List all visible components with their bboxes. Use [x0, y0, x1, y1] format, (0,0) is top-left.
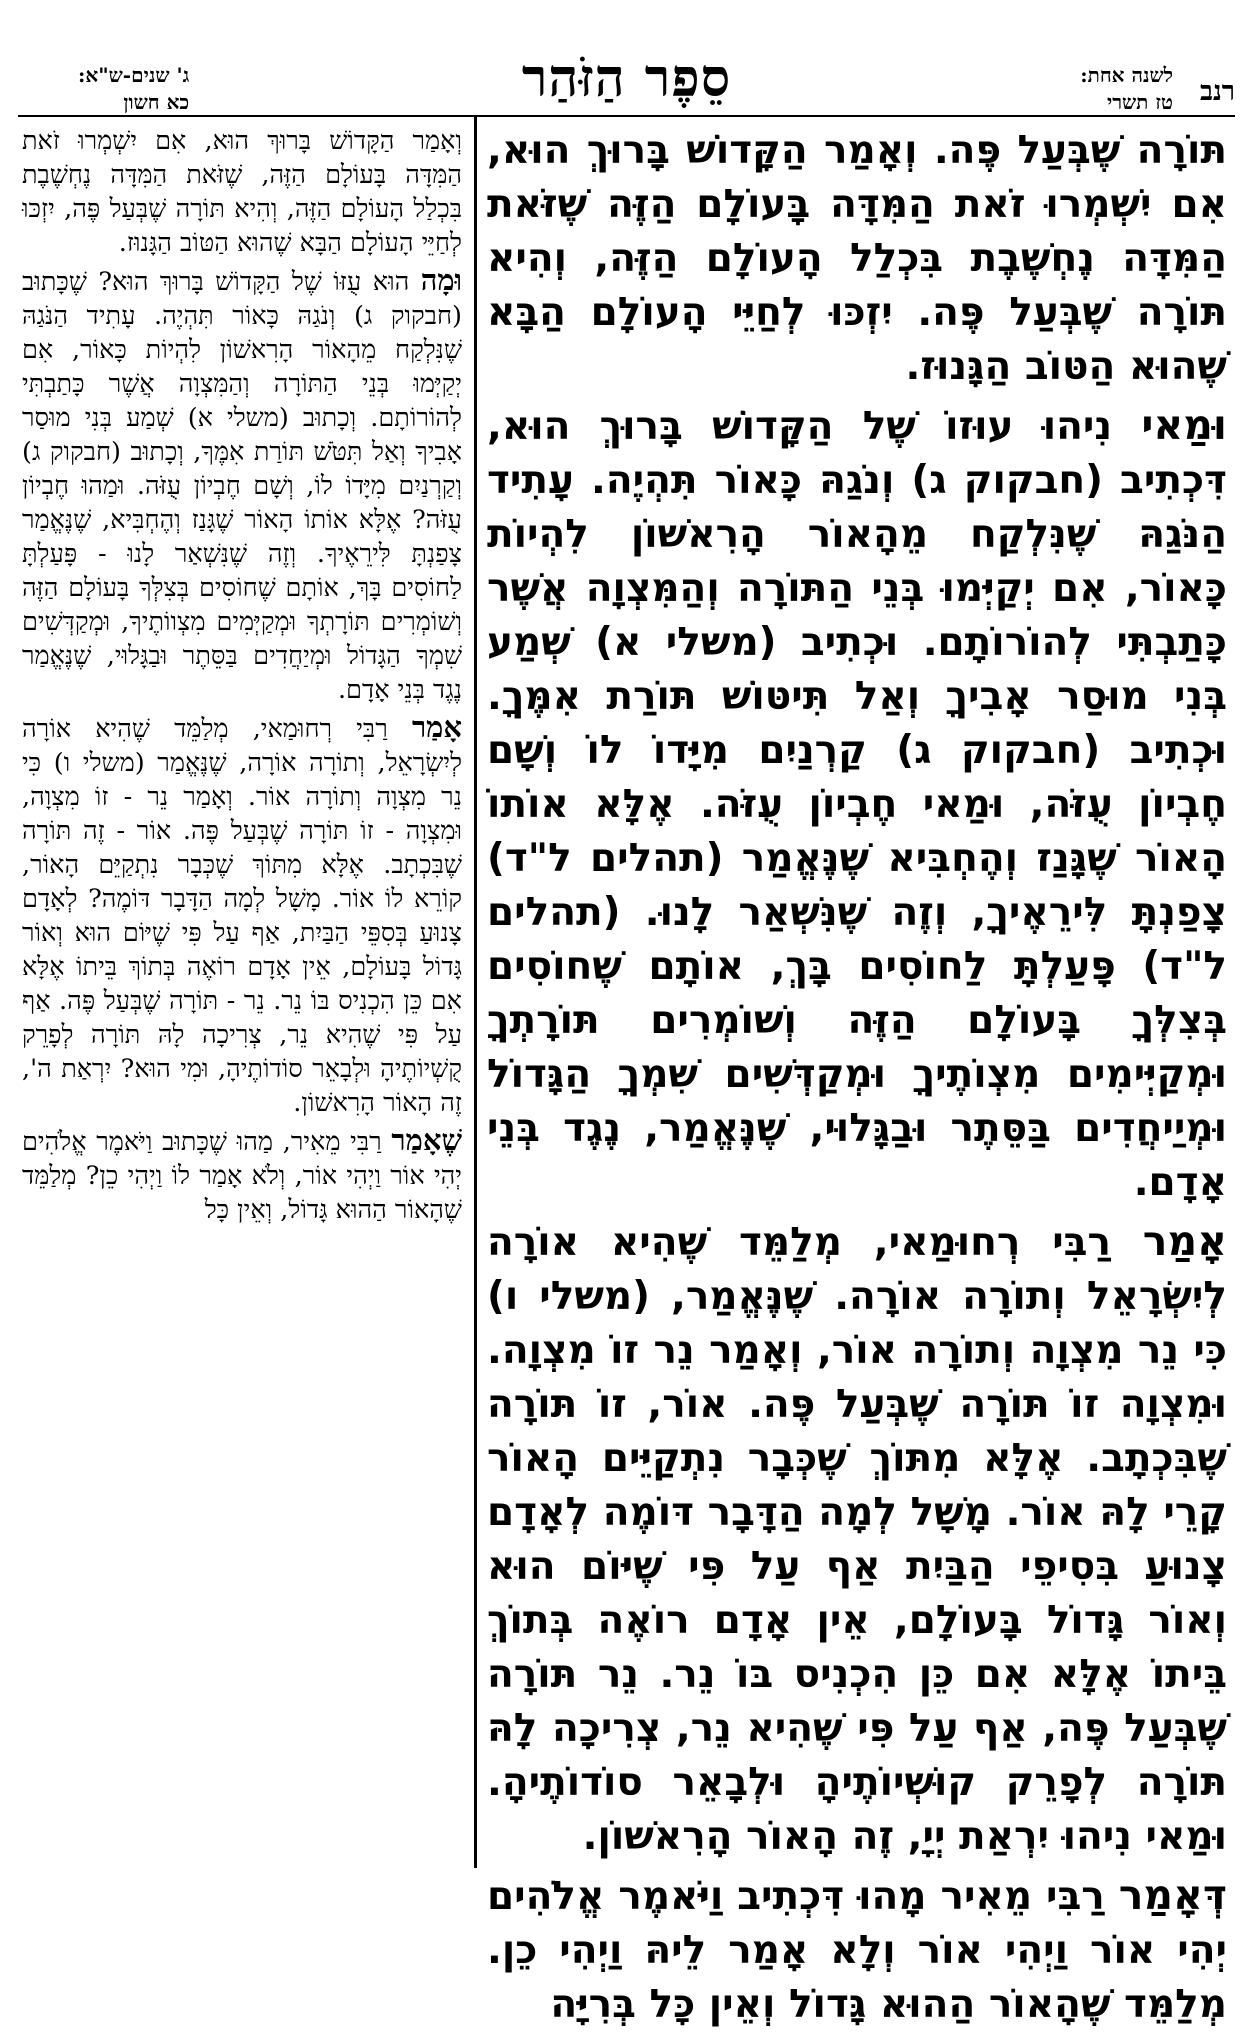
translation-column — [22, 124, 462, 1868]
main-text-column — [487, 124, 1228, 2027]
paragraph-lead-word: אָמַר — [411, 710, 462, 744]
page-header — [18, 48, 1235, 114]
paragraph — [487, 1868, 1227, 2032]
paragraph-lead-word: וּמַאי — [1141, 401, 1227, 449]
column-divider — [474, 117, 477, 1868]
paragraph-text: נִיהוּ עוּזוֹ שֶׁל הַקָּדוֹשׁ בָּרוּךְ הוּא, דִּכְתִיב (חבקוק ג) וְנֹגַהּ כָּאוֹר תִּהְיֶה. עָתִיד הַנֹּגַהּ שֶׁנִּלְקַח מֵהָאוֹר הָרִאשׁוֹן לִהְיוֹת כָּאוֹר, אִם יְקַיְּמוּ בְּנֵי הַתּוֹרָה וְהַמִּצְוָה אֲשֶׁר כָּתַבְתִּי לְהוֹרוֹתָם. וּכְתִיב (משלי א) שְׁמַע בְּנִי מוּסַר אָבִיךָ וְאַל תִּיטּוֹשׁ תּוֹרַת אִמֶּךָ. וּכְתִיב (חבקוק ג) קַרְנַיִם מִיָּדוֹ לוֹ וְשָׁם חֶבְיוֹן עֻזֹּה, וּמַאי חֶבְיוֹן עֻזֹּה. אֶלָּא אוֹתוֹ הָאוֹר שֶׁגָּנַז וְהֶחְבִּיא שֶׁנֶּאֱמַר (תהלים ל"ד) צָפַנְתָּ לִּירֵאֶיךָ, וְזֶה שֶׁנִּשְׁאַר לָנוּ. (תהלים ל"ד) פָּעַלְתָּ לַחוֹסִים בָּךְ, אוֹתָם שֶׁחוֹסִים בְּצִלְּךָ בָּעוֹלָם הַזֶּה וְשׁוֹמְרִים תּוֹרָתְךָ וּמְקַיְּימִים מִצְוֹתֶיךָ וּמְקַדְּשִׁים שִׁמְךָ הַגָּדוֹל וּמְיַיחֲדִים בַּסֵּתֶר וּבַגָּלוּי, שֶׁנֶּאֱמַר, נֶגֶד בְּנֵי אָדָם. — [487, 404, 1227, 1205]
schedule-label: לשנה אחת: — [1080, 63, 1173, 87]
paragraph-lead-word: אָמַר — [1142, 1217, 1227, 1265]
paragraph-text: הוּא עֻזּוֹ שֶׁל הַקָּדוֹשׁ בָּרוּךְ הוּא? שֶׁכָּתוּב (חבקוק ג) וְנֹגַהּ כָּאוֹר תִּהְיֶה. עָתִיד הַנֹּגַהּ שֶׁנִּלְקַח מֵהָאוֹר הָרִאשׁוֹן לִהְיוֹת כָּאוֹר, אִם יְקַיְּמוּ בְּנֵי הַתּוֹרָה וְהַמִּצְוָה אֲשֶׁר כָּתַבְתִּי לְהוֹרוֹתָם. וְכָתוּב (משלי א) שְׁמַע בְּנִי מוּסַר אָבִיךָ וְאַל תִּטֹּשׁ תּוֹרַת אִמֶּךָ, וְכָתוּב (חבקוק ג) וְקַרְנַיִם מִיָּדוֹ לוֹ, וְשָׁם חֶבְיוֹן עֻזֹּה. וּמַהוּ חֶבְיוֹן עֻזֹּה? אֶלָּא אוֹתוֹ הָאוֹר שֶׁגָּנַז וְהֶחְבִּיא, שֶׁנֶּאֱמַר צָפַנְתָּ לִּירֵאֶיךָ. וְזֶה שֶׁנִּשְׁאַר לָנוּ - פָּעַלְתָּ לַחוֹסִים בָּךְ, אוֹתָם שֶׁחוֹסִים בְּצִלְּךָ בָּעוֹלָם הַזֶּה וְשׁוֹמְרִים תּוֹרָתְךָ וּמְקַיְּמִים מִצְווֹתֶיךָ, וּמְקַדְּשִׁים שִׁמְךָ הַגָּדוֹל וּמְיַחֲדִים בַּסֵּתֶר וּבַגָּלוּי, שֶׁנֶּאֱמַר נֶגֶד בְּנֵי אָדָם. — [22, 267, 462, 705]
paragraph — [22, 710, 462, 1120]
schedule-date: כא חשון — [123, 90, 190, 114]
page-number: רנב — [1199, 76, 1235, 107]
schedule-date: טז תשרי — [1106, 90, 1173, 114]
schedule-label: ג' שנים-ש"א: — [78, 63, 190, 87]
paragraph — [487, 124, 1227, 394]
book-title: סֵפֶר הַזֹּהַר — [521, 48, 732, 109]
paragraph — [487, 1214, 1227, 1864]
paragraph — [22, 263, 462, 707]
paragraph-text: תּוֹרָה שֶׁבְּעַל פֶּה. וְאָמַר הַקָּדוֹשׁ בָּרוּךְ הוּא, אִם יִשְׁמְרוּ זֹאת הַמִּדָּה בָּעוֹלָם הַזֶּה שֶׁזֹּאת הַמִּדָּה נֶחְשֶׁבֶת בִּכְלַל הָעוֹלָם הַזֶּה, וְהִיא תּוֹרָה שֶׁבְּעַל פֶּה. יִזְכּוּ לְחַיֵּי הָעוֹלָם הַבָּא שֶׁהוּא הַטּוֹב הַגָּנוּז. — [487, 128, 1227, 389]
paragraph — [22, 1123, 462, 1227]
header-rule — [18, 115, 1235, 117]
paragraph — [22, 124, 462, 260]
paragraph-text: וְאָמַר הַקָּדוֹשׁ בָּרוּךְ הוּא, אִם יִשְׁמְרוּ זֹאת הַמִּדָּה בָּעוֹלָם הַזֶּה, שֶׁזֹּאת הַמִּדָּה נֶחְשֶׁבֶת בִּכְלַל הָעוֹלָם הַזֶּה, וְהִיא תּוֹרָה שֶׁבְּעַל פֶּה, יִזְכּוּ לְחַיֵּי הָעוֹלָם הַבָּא שֶׁהוּא הַטּוֹב הַגָּנוּז. — [22, 126, 462, 258]
study-schedule-three-years — [78, 62, 189, 116]
paragraph — [487, 398, 1227, 1210]
paragraph-text: רַבִּי רְחוּמַאי, מְלַמֵּד שֶׁהִיא אוֹרָה לְיִשְׂרָאֵל, וְתוֹרָה אוֹרָה, שֶׁנֶּאֱמַר (משלי ו) כִּי נֵר מִצְוָה וְתוֹרָה אוֹר. וְאָמַר נֵר - זוֹ מִצְוָה, וּמִצְוָה - זוֹ תּוֹרָה שֶׁבְּעַל פֶּה. אוֹר - זֶה תּוֹרָה שֶׁבִּכְתָב. אֶלָּא מִתּוֹךְ שֶׁכְּבָר נִתְקַיֵּם הָאוֹר, קוֹרֵא לוֹ אוֹר. מָשָׁל לְמָה הַדָּבָר דּוֹמֶה? לְאָדָם צָנוּעַ בְּסִפֵּי הַבַּיִת, אַף עַל פִּי שֶׁיּוֹם הוּא וְאוֹר גָּדוֹל בָּעוֹלָם, אֵין אָדָם רוֹאֶה בְּתוֹךְ בֵּיתוֹ אֶלָּא אִם כֵּן הִכְנִיס בּוֹ נֵר. נֵר - תּוֹרָה שֶׁבְּעַל פֶּה. אַף עַל פִּי שֶׁהִיא נֵר, צְרִיכָה לָהּ תּוֹרָה לְפָרֵק קֻשְׁיוֹתֶיהָ וּלְבָאֵר סוֹדוֹתֶיהָ, וּמִי הוּא? יִרְאַת ה', זֶה הָאוֹר הָרִאשׁוֹן. — [22, 714, 462, 1118]
paragraph-text: רַבִּי רְחוּמַאי, מְלַמֵּד שֶׁהִיא אוֹרָה לְיִשְׂרָאֵל וְתוֹרָה אוֹרָה. שֶׁנֶּאֱמַר, (משלי ו) כִּי נֵר מִצְוָה וְתוֹרָה אוֹר, וְאָמַר נֵר זוֹ מִצְוָה. וּמִצְוָה זוֹ תּוֹרָה שֶׁבְּעַל פֶּה. אוֹר, זוֹ תּוֹרָה שֶׁבִּכְתָב. אֶלָּא מִתּוֹךְ שֶׁכְּבָר נִתְקַיֵּים הָאוֹר קָרֵי לָהּ אוֹר. מָשָׁל לְמָה הַדָּבָר דּוֹמֶה לְאָדָם צָנוּעַ בִּסִיפֵי הַבַּיִת אַף עַל פִּי שֶׁיּוֹם הוּא וְאוֹר גָּדוֹל בָּעוֹלָם, אֵין אָדָם רוֹאֶה בְּתוֹךְ בֵּיתוֹ אֶלָּא אִם כֵּן הִכְנִיס בּוֹ נֵר. נֵר תּוֹרָה שֶׁבְּעַל פֶּה, אַף עַל פִּי שֶׁהִיא נֵר, צְרִיכָה לָהּ תּוֹרָה לְפָרֵק קוּשְׁיוֹתֶיהָ וּלְבָאֵר סוֹדוֹתֶיהָ. וּמַאי נִיהוּ יִרְאַת יְיָ, זֶה הָאוֹר הָרִאשׁוֹן. — [487, 1220, 1227, 1859]
paragraph-text: רַבִּי מֵאִיר, מַהוּ שֶׁכָּתוּב וַיֹּאמֶר אֱלֹהִים יְהִי אוֹר וַיְהִי אוֹר, וְלֹא אָמַר לוֹ וַיְהִי כֵן? מְלַמֵּד שֶׁהָאוֹר הַהוּא גָּדוֹל, וְאֵין כָּל — [22, 1127, 462, 1225]
paragraph-text: רַבִּי מֵאִיר מָהוּ דִּכְתִיב וַיֹּאמֶר אֱלֹהִים יְהִי אוֹר וַיְהִי אוֹר וְלָא אָמַר לֵיהּ וַיְהִי כֵן. מְלַמֵּד שֶׁהָאוֹר הַהוּא גָּדוֹל וְאֵין כָּל בְּרִיָּה — [487, 1874, 1227, 2027]
paragraph-lead-word: דְּאָמַר — [1118, 1871, 1228, 1919]
paragraph-lead-word: וּמָה — [420, 263, 463, 297]
paragraph-lead-word: שֶׁאָמַר — [391, 1123, 463, 1157]
